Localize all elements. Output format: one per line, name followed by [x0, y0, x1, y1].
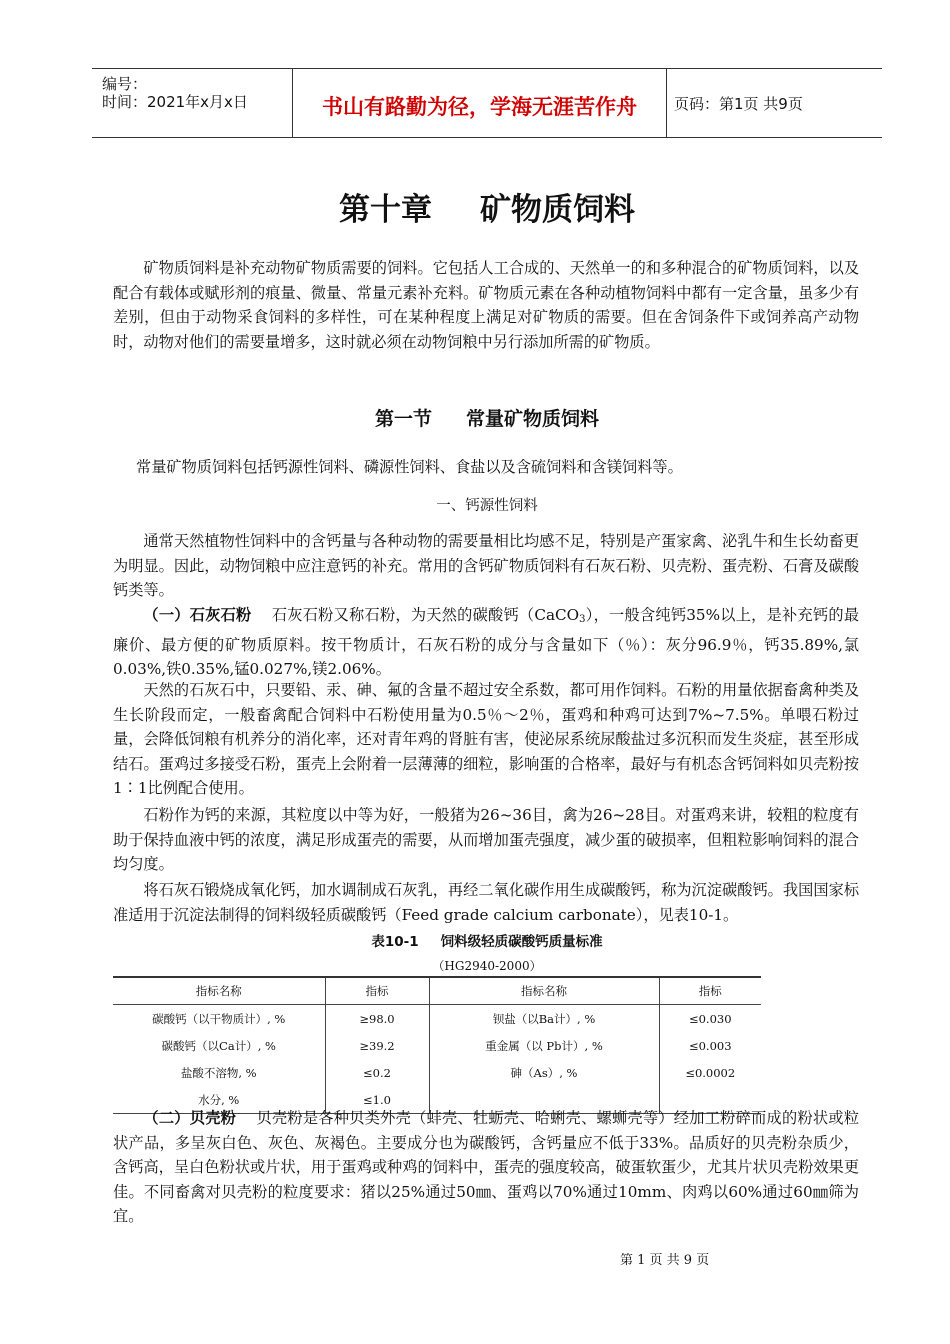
- table-cell: ≥39.2: [325, 1032, 429, 1059]
- table-cell: ≥98.0: [325, 1005, 429, 1033]
- limestone-heading: （一）石灰石粉: [143, 606, 252, 624]
- header-info-cell: [92, 69, 292, 137]
- limestone-text-b: ），一般含纯钙35%以上，是补充钙的最廉价、最方便的矿物质原料。按干物质计，石灰石粉的成分与含量如下（％）：灰分96.9％，钙35.89%,氯0.03%,铁0.35%,锰0.027%,镁2.06%。: [113, 606, 860, 678]
- table-header-cell: 指标名称: [429, 977, 659, 1005]
- table-standard: （HG2940-2000）: [432, 959, 542, 973]
- table-cell: ≤0.030: [659, 1005, 761, 1033]
- quality-standard-table: [113, 976, 761, 1114]
- header-page-label: 页码：第1页 共9页: [674, 95, 803, 113]
- calcium-paragraph: 通常天然植物性饲料中的含钙量与各种动物的需要量相比均感不足，特别是产蛋家禽、泌乳牛和生长幼畜更为明显。因此，动物饲粮中应注意钙的补充。常用的含钙矿物质饲料有石灰石粉、贝壳粉、蛋壳粉、石膏及碳酸钙类等。: [113, 532, 859, 599]
- table-cell: 碳酸钙（以干物质计）, %: [152, 1011, 286, 1026]
- table-title: 饲料级轻质碳酸钙质量标准: [440, 934, 603, 950]
- intro-paragraph: 矿物质饲料是补充动物矿物质需要的饲料。它包括人工合成的、天然单一的和多种混合的矿物质饲料，以及配合有载体或赋形剂的痕量、微量、常量元素补充料。矿物质元素在各种动植物饲料中都有一定含量，虽多少有差别，但由于动物采食饲料的多样性，可在某种程度上满足对矿物质的需要。但在舍饲条件下或饲养高产动物时，动物对他们的需要量增多，这时就必须在动物饲粮中另行添加所需的矿物质。: [113, 259, 859, 351]
- chapter-number: 第十章: [339, 192, 432, 228]
- table-cell: 水分, %: [113, 1086, 325, 1114]
- table-cell: ≤0.003: [659, 1032, 761, 1059]
- limestone-usage-paragraph: 天然的石灰石中，只要铅、汞、砷、氟的含量不超过安全系数，都可用作饲料。石粉的用量依据畜禽种类及生长阶段而定，一般畜禽配合饲料中石粉使用量为0.5％～2％，蛋鸡和种鸡可达到7%~7.5%。单喂石粉过量，会降低饲粮有机养分的消化率，还对青年鸡的肾脏有害，使泌尿系统尿酸盐过多沉积而发生炎症，甚至形成结石。蛋鸡过多接受石粉，蛋壳上会附着一层薄薄的细粒，影响蛋的合格率，最好与有机态含钙饲料如贝壳粉按1∶1比例配合使用。: [113, 681, 859, 797]
- section-title: [0, 404, 950, 431]
- section-number: 第一节: [374, 408, 432, 430]
- header-motto: 书山有路勤为径，学海无涯苦作舟: [322, 94, 637, 119]
- limestone-paragraph: [113, 603, 859, 682]
- limestone-subscript: 3: [579, 614, 586, 625]
- table-header-cell: 指标: [659, 977, 761, 1005]
- table-label: 表10-1: [371, 934, 419, 950]
- table-cell: ≤1.0: [325, 1086, 429, 1114]
- table-cell: 砷（As）, %: [429, 1059, 659, 1086]
- table-caption: [0, 930, 950, 950]
- table-header-cell: 指标名称: [113, 977, 325, 1005]
- table-row: [113, 1005, 761, 1033]
- shell-powder-heading: （二）贝壳粉: [143, 1109, 237, 1127]
- chapter-title: [0, 184, 950, 229]
- header-number-label: 编号：: [102, 75, 148, 93]
- chapter-name: 矿物质饲料: [480, 192, 635, 228]
- table-cell: 碳酸钙（以Ca计）, %: [161, 1038, 276, 1053]
- section-name: 常量矿物质饲料: [466, 408, 600, 430]
- table-cell: 重金属（以 Pb计）, %: [429, 1032, 659, 1059]
- shell-powder-text: 贝壳粉是各种贝类外壳（蚌壳、牡蛎壳、哈蜊壳、螺蛳壳等）经加工粉碎而成的粉状或粒状产品，多呈灰白色、灰色、灰褐色。主要成分也为碳酸钙，含钙量应不低于33%。品质好的贝壳粉杂质少，含钙高，呈白色粉状或片状，用于蛋鸡或种鸡的饲料中，蛋壳的强度较高，破蛋软蛋少，尤其片状贝壳粉效果更佳。不同畜禽对贝壳粉的粒度要求：猪以25%通过50㎜、蛋鸡以70%通过10mm、肉鸡以60%通过60㎜筛为宜。: [113, 1109, 860, 1225]
- section-intro-paragraph: 常量矿物质饲料包括钙源性饲料、磷源性饲料、食盐以及含硫饲料和含镁饲料等。: [136, 458, 683, 476]
- limestone-text-a: 石灰石粉又称石粉，为天然的碳酸钙（CaCO: [271, 606, 580, 624]
- table-header-cell: 指标: [325, 977, 429, 1005]
- page-footer: 第 1 页 共 9 页: [620, 1253, 710, 1268]
- precipitated-carbonate-paragraph: 将石灰石锻烧成氧化钙，加水调制成石灰乳，再经二氧化碳作用生成碳酸钙，称为沉淀碳酸钙。我国国家标准适用于沉淀法制得的饲料级轻质碳酸钙（Feed grade calcium carbonate），见表10-1。: [113, 881, 859, 924]
- table-cell: ≤0.0002: [659, 1059, 761, 1086]
- document-header: [92, 68, 882, 138]
- shell-powder-paragraph: [113, 1106, 859, 1229]
- table-cell: 钡盐（以Ba计）, %: [429, 1005, 659, 1033]
- table-cell: ≤0.2: [325, 1059, 429, 1086]
- header-time-label: 时间：2021年x月x日: [102, 93, 248, 111]
- table-row: [113, 1059, 761, 1086]
- table-row: [113, 1032, 761, 1059]
- table-header-row: [113, 977, 761, 1005]
- header-page-cell: [666, 69, 882, 137]
- limestone-particle-paragraph: 石粉作为钙的来源，其粒度以中等为好，一般猪为26~36目，禽为26~28目。对蛋鸡来讲，较粗的粒度有助于保持血液中钙的浓度，满足形成蛋壳的需要，从而增加蛋壳强度，减少蛋的破损率，但粗粒影响饲料的混合均匀度。: [113, 806, 859, 873]
- subsection-heading: 一、钙源性饲料: [436, 498, 538, 514]
- table-cell: 盐酸不溶物, %: [180, 1065, 257, 1080]
- header-motto-cell: [292, 69, 667, 137]
